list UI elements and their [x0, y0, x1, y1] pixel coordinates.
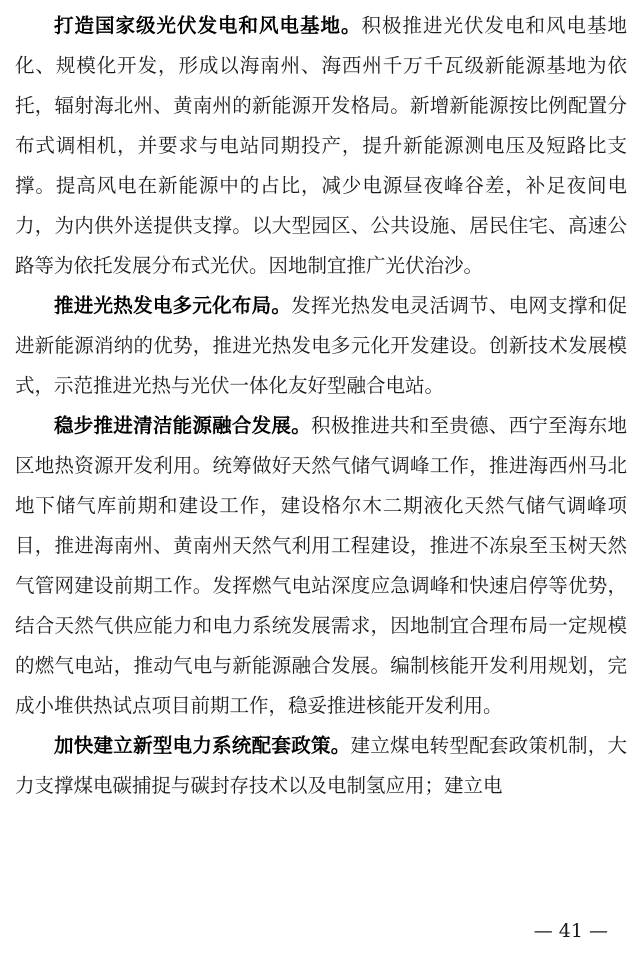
document-page [15, 6, 627, 806]
paragraph-heading: 稳步推进清洁能源融合发展。 [54, 414, 311, 437]
page-number: — 41 — [533, 920, 608, 942]
paragraph-heading: 加快建立新型电力系统配套政策。 [54, 734, 351, 757]
paragraph-pv-wind-base [15, 6, 627, 286]
paragraph-body: 积极推进共和至贵德、西宁至海东地区地热资源开发利用。统筹做好天然气储气调峰工作，推进海西州马北地下储气库前期和建设工作，建设格尔木二期液化天然气储气调峰项目，推进海南州、黄南州天然气利用工程建设，推进不冻泉至玉树天然气管网建设前期工作。发挥燃气电站深度应急调峰和快速启停等优势，结合天然气供应能力和电力系统发展需求，因地制宜合理布局一定规模的燃气电站，推动气电与新能源融合发展。编制核能开发利用规划，完成小堆供热试点项目前期工作，稳妥推进核能开发利用。 [15, 414, 627, 717]
paragraph-solar-thermal [15, 286, 627, 406]
paragraph-power-system-policy [15, 726, 627, 806]
paragraph-body: 积极推进光伏发电和风电基地化、规模化开发，形成以海南州、海西州千万千瓦级新能源基地为依托，辐射海北州、黄南州的新能源开发格局。新增新能源按比例配置分布式调相机，并要求与电站同期投产，提升新能源测电压及短路比支撑。提高风电在新能源中的占比，减少电源昼夜峰谷差，补足夜间电力，为内供外送提供支撑。以大型园区、公共设施、居民住宅、高速公路等为依托发展分布式光伏。因地制宜推广光伏治沙。 [15, 14, 627, 277]
paragraph-body: 建立煤电转型配套政策机制，大力支撑煤电碳捕捉与碳封存技术以及电制氢应用；建立电 [15, 734, 627, 797]
paragraph-body: 发挥光热发电灵活调节、电网支撑和促进新能源消纳的优势，推进光热发电多元化开发建设。创新技术发展模式，示范推进光热与光伏一体化友好型融合电站。 [15, 294, 627, 397]
paragraph-clean-energy-fusion [15, 406, 627, 726]
paragraph-heading: 打造国家级光伏发电和风电基地。 [54, 14, 362, 37]
paragraph-heading: 推进光热发电多元化布局。 [54, 294, 292, 317]
